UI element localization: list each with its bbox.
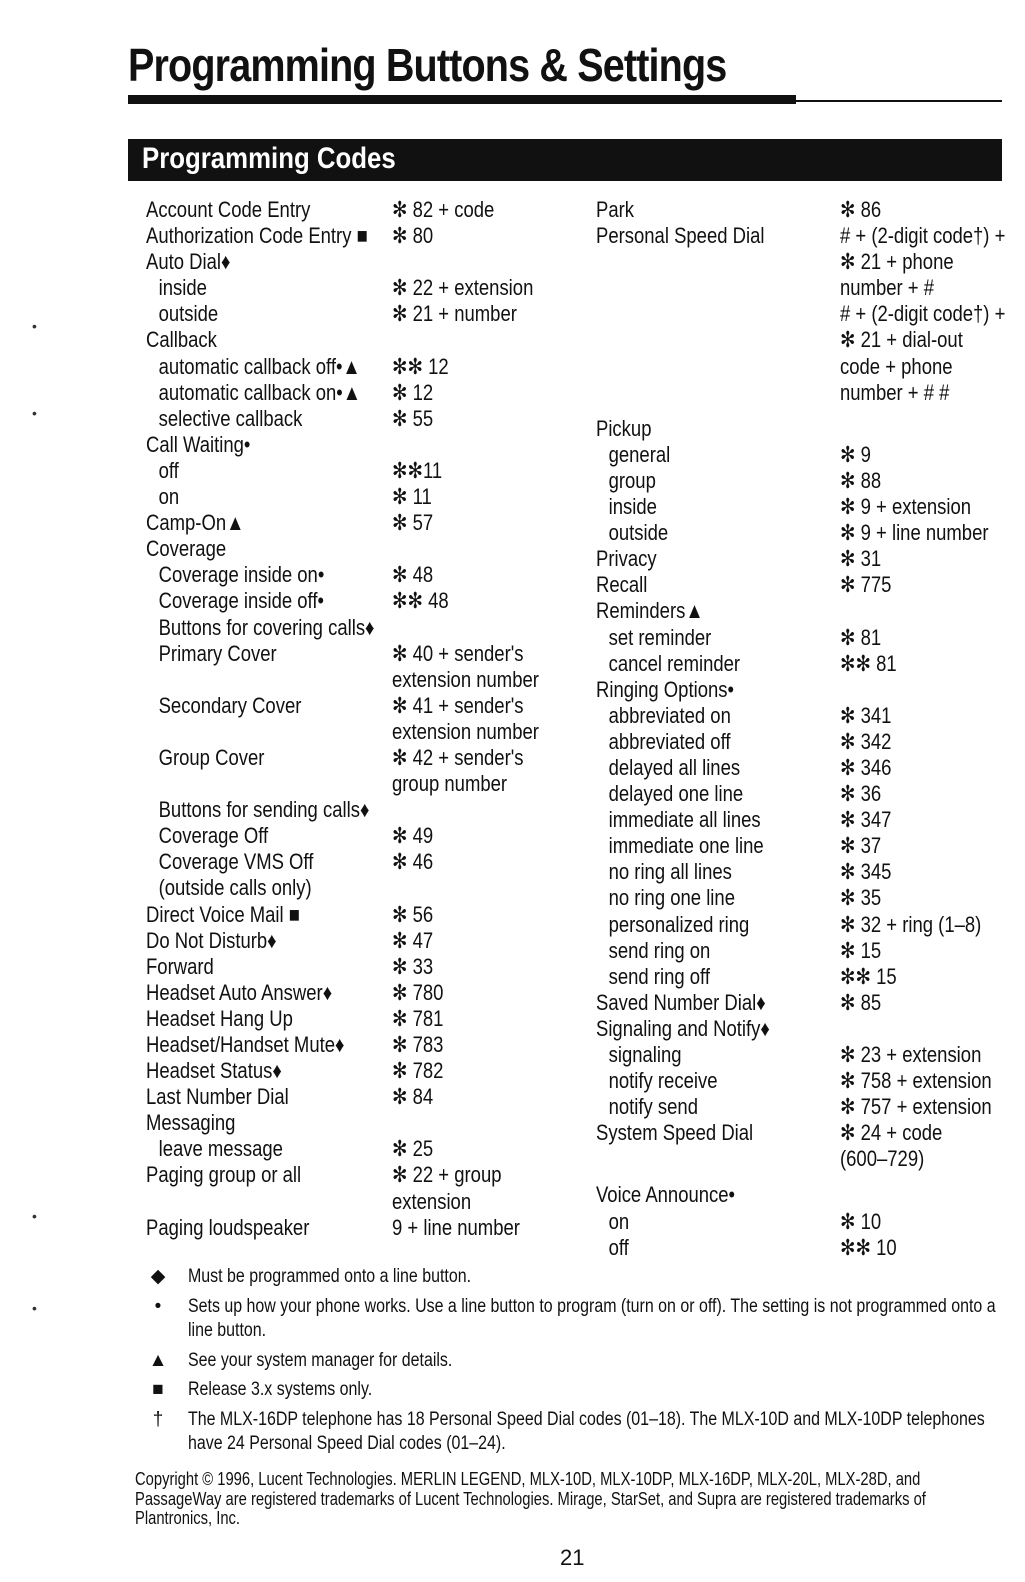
legend-note — [146, 1408, 1006, 1457]
feature-code: ✻ 32 + ring (1–8) — [840, 911, 982, 937]
page-number: 21 — [560, 1545, 585, 1570]
feature-label: Coverage — [146, 536, 227, 562]
feature-code: number + # # — [840, 379, 950, 405]
code-row — [596, 651, 1006, 677]
feature-label: Paging group or all — [146, 1162, 302, 1188]
legend-symbol-icon: • — [154, 1295, 162, 1317]
code-row — [596, 301, 1006, 327]
code-row — [596, 1016, 1006, 1042]
feature-label: general — [608, 441, 671, 467]
feature-code: ✻ 86 — [840, 197, 882, 222]
legend-text: Sets up how your phone works. Use a line button to program (turn on or off). The setting is not programmed onto a line button. — [188, 1295, 996, 1341]
feature-label: (outside calls only) — [158, 875, 312, 901]
feature-label: delayed one line — [608, 781, 744, 807]
margin-dot: • — [32, 1208, 37, 1224]
code-row — [596, 859, 1006, 885]
feature-label: Forward — [146, 953, 214, 979]
feature-label: Call Waiting• — [146, 431, 251, 457]
feature-label: delayed all lines — [608, 754, 741, 780]
feature-code: ✻ 80 — [392, 223, 434, 249]
code-row — [146, 902, 586, 928]
feature-code: ✻ 341 — [840, 702, 892, 728]
feature-code: ✻ 57 — [392, 510, 434, 536]
code-row — [146, 667, 586, 693]
feature-label: automatic callback off•▲ — [158, 353, 361, 379]
feature-code: ✻ 23 + extension — [840, 1042, 982, 1067]
feature-code: ✻✻ 15 — [840, 963, 897, 989]
feature-label: automatic callback on•▲ — [158, 379, 362, 405]
feature-label: outside — [158, 301, 219, 327]
code-row — [146, 588, 586, 614]
code-row — [596, 327, 1006, 353]
code-row — [146, 1136, 586, 1162]
legend-symbol-icon: ■ — [152, 1379, 164, 1400]
code-row — [146, 1215, 586, 1241]
code-row — [596, 912, 1006, 938]
feature-code: ✻ 41 + sender's — [392, 692, 524, 718]
feature-code: group number — [392, 771, 508, 797]
feature-label: on — [158, 484, 180, 510]
code-row — [146, 1162, 586, 1188]
feature-label: Last Number Dial — [146, 1084, 289, 1110]
code-row — [146, 980, 586, 1006]
feature-label: off — [608, 1234, 629, 1260]
legend-symbol-icon: † — [152, 1408, 164, 1430]
title-underline-thin — [128, 100, 1002, 102]
feature-code: ✻ 82 + code — [392, 197, 495, 222]
code-row — [596, 1209, 1006, 1235]
feature-label — [146, 719, 159, 745]
code-row — [596, 1042, 1006, 1068]
feature-label: notify receive — [608, 1068, 718, 1094]
code-row — [596, 520, 1006, 546]
feature-label: Paging loudspeaker — [146, 1214, 310, 1240]
code-row — [146, 823, 586, 849]
code-row — [596, 1235, 1006, 1261]
feature-label: Reminders▲ — [596, 598, 704, 624]
code-row — [596, 625, 1006, 651]
feature-label: Authorization Code Entry ■ — [146, 223, 368, 249]
feature-code: ✻ 56 — [392, 901, 434, 927]
feature-code: ✻ 11 — [392, 484, 432, 510]
legend-symbol-icon: ▲ — [148, 1349, 168, 1371]
legend-notes — [146, 1265, 1006, 1462]
code-row — [146, 875, 586, 901]
code-row — [596, 1146, 1006, 1172]
code-row — [146, 380, 586, 406]
feature-code: extension number — [392, 666, 539, 692]
feature-code: ✻ 33 — [392, 953, 434, 979]
feature-code: ✻ 24 + code — [840, 1120, 943, 1146]
feature-label: System Speed Dial — [596, 1120, 754, 1146]
feature-code: code + phone — [840, 353, 953, 379]
feature-label: Secondary Cover — [158, 692, 302, 718]
code-row — [596, 416, 1006, 442]
code-row — [146, 693, 586, 719]
feature-code: extension — [392, 1188, 472, 1214]
code-row — [146, 1032, 586, 1058]
feature-label: leave message — [158, 1136, 283, 1162]
row-gap — [596, 1172, 1006, 1182]
legend-note — [146, 1349, 1006, 1374]
code-row — [146, 928, 586, 954]
feature-code: ✻✻11 — [392, 457, 443, 483]
margin-dot: • — [32, 318, 37, 334]
feature-label: Coverage Off — [158, 823, 269, 849]
feature-label: Headset/Handset Mute♦ — [146, 1032, 345, 1057]
feature-code: ✻ 21 + phone — [840, 249, 954, 275]
feature-label: Saved Number Dial♦ — [596, 989, 766, 1015]
feature-label: Park — [596, 197, 635, 222]
left-code-column — [146, 197, 586, 1241]
code-row — [596, 275, 1006, 301]
feature-label: Group Cover — [158, 744, 265, 770]
code-row — [146, 849, 586, 875]
feature-code: ✻ 49 — [392, 823, 434, 849]
feature-label: Recall — [596, 572, 648, 598]
feature-code: ✻ 342 — [840, 728, 892, 754]
feature-label — [146, 667, 159, 693]
legend-note — [146, 1378, 1006, 1403]
feature-label: immediate all lines — [608, 807, 761, 833]
feature-code: ✻ 46 — [392, 849, 434, 875]
code-row — [146, 1006, 586, 1032]
feature-label: abbreviated on — [608, 702, 731, 728]
feature-label: Messaging — [146, 1110, 236, 1136]
feature-label: abbreviated off — [608, 728, 731, 754]
feature-code: ✻ 40 + sender's — [392, 640, 524, 666]
section-title: Programming Codes — [142, 142, 396, 175]
code-row — [596, 807, 1006, 833]
code-row — [146, 275, 586, 301]
feature-label: Pickup — [596, 415, 652, 441]
feature-label: Direct Voice Mail ■ — [146, 901, 300, 927]
feature-label: Auto Dial♦ — [146, 249, 231, 275]
code-row — [596, 354, 1006, 380]
feature-label: selective callback — [158, 405, 303, 431]
code-row — [596, 380, 1006, 406]
feature-label: Primary Cover — [158, 640, 277, 666]
feature-code: # + (2-digit code†) + — [840, 301, 1006, 327]
code-row — [146, 1189, 586, 1215]
feature-code: ✻ 780 — [392, 979, 444, 1005]
feature-code: ✻✻ 81 — [840, 650, 897, 676]
feature-label: Headset Hang Up — [146, 1005, 293, 1031]
feature-label: Coverage inside off• — [158, 588, 324, 614]
feature-code: ✻ 84 — [392, 1084, 434, 1110]
code-row — [596, 1120, 1006, 1146]
feature-code: ✻ 48 — [392, 562, 434, 588]
feature-code: ✻ 37 — [840, 833, 882, 859]
feature-label — [146, 771, 159, 797]
code-row — [146, 327, 586, 353]
feature-label: Signaling and Notify♦ — [596, 1015, 770, 1041]
feature-label: Account Code Entry — [146, 197, 311, 222]
code-row — [146, 510, 586, 536]
feature-label: outside — [608, 520, 669, 546]
feature-label: Privacy — [596, 546, 657, 572]
code-row — [596, 781, 1006, 807]
feature-code: ✻ 15 — [840, 937, 882, 963]
code-row — [146, 249, 586, 275]
feature-label: Coverage VMS Off — [158, 849, 314, 875]
code-row — [596, 598, 1006, 624]
code-row — [146, 641, 586, 667]
code-row — [596, 755, 1006, 781]
code-row — [596, 197, 1006, 223]
feature-label: Callback — [146, 327, 217, 353]
feature-label: send ring on — [608, 937, 711, 963]
feature-label: Buttons for sending calls♦ — [158, 797, 370, 823]
feature-code: ✻ 22 + extension — [392, 275, 534, 301]
feature-code: ✻✻ 12 — [392, 353, 449, 379]
feature-label: Personal Speed Dial — [596, 223, 765, 249]
code-row — [596, 677, 1006, 703]
code-row — [146, 301, 586, 327]
feature-code: ✻ 9 — [840, 441, 871, 467]
code-row — [596, 249, 1006, 275]
feature-label: Voice Announce• — [596, 1182, 736, 1208]
code-row — [146, 197, 586, 223]
code-row — [146, 1110, 586, 1136]
row-gap — [596, 406, 1006, 416]
feature-code: ✻ 31 — [840, 546, 882, 572]
code-row — [596, 223, 1006, 249]
code-row — [146, 562, 586, 588]
feature-code: ✻ 47 — [392, 927, 434, 953]
feature-code: ✻ 42 + sender's — [392, 744, 524, 770]
section-header-band — [128, 139, 1002, 181]
feature-code: ✻ 88 — [840, 467, 882, 493]
code-row — [596, 964, 1006, 990]
legend-symbol-icon: ◆ — [150, 1266, 166, 1287]
feature-label: no ring one line — [608, 885, 735, 911]
feature-label: Ringing Options• — [596, 676, 734, 702]
feature-label: personalized ring — [608, 911, 750, 937]
feature-code: ✻ 9 + line number — [840, 520, 989, 546]
feature-code: ✻ 775 — [840, 572, 892, 598]
code-row — [596, 1094, 1006, 1120]
feature-code: ✻✻ 10 — [840, 1234, 897, 1260]
code-row — [146, 615, 586, 641]
feature-code: ✻ 36 — [840, 781, 882, 807]
feature-label: Buttons for covering calls♦ — [158, 614, 375, 640]
feature-label: signaling — [608, 1042, 682, 1067]
legend-note — [146, 1295, 1006, 1344]
code-row — [146, 484, 586, 510]
feature-code: ✻ 55 — [392, 405, 434, 431]
code-row — [596, 546, 1006, 572]
code-row — [596, 1068, 1006, 1094]
page-title: Programming Buttons & Settings — [128, 39, 727, 91]
code-row — [596, 468, 1006, 494]
legend-text: See your system manager for details. — [188, 1349, 453, 1371]
feature-code: number + # — [840, 275, 935, 301]
feature-code: ✻ 346 — [840, 754, 892, 780]
feature-code: # + (2-digit code†) + — [840, 223, 1006, 249]
code-row — [596, 833, 1006, 859]
code-row — [596, 494, 1006, 520]
feature-label: immediate one line — [608, 833, 764, 859]
feature-label: group — [608, 467, 656, 493]
code-row — [146, 719, 586, 745]
code-row — [146, 406, 586, 432]
code-row — [146, 458, 586, 484]
feature-code: ✻ 35 — [840, 885, 882, 911]
legend-text: The MLX-16DP telephone has 18 Personal Speed Dial codes (01–18). The MLX-10D and MLX-10DP telephones have 24 Personal Speed Dial codes (01–24). — [188, 1408, 985, 1454]
code-row — [146, 432, 586, 458]
feature-label: inside — [608, 494, 657, 520]
code-row — [146, 1058, 586, 1084]
feature-code: (600–729) — [840, 1146, 925, 1172]
code-row — [596, 442, 1006, 468]
code-row — [596, 572, 1006, 598]
feature-code: ✻ 758 + extension — [840, 1068, 992, 1094]
margin-dot: • — [32, 405, 37, 421]
feature-label: inside — [158, 275, 207, 301]
feature-label: cancel reminder — [608, 650, 741, 676]
feature-label: Coverage inside on• — [158, 562, 325, 588]
feature-code: ✻ 21 + dial-out — [840, 327, 963, 353]
feature-code: ✻ 10 — [840, 1208, 882, 1234]
feature-code: extension number — [392, 718, 539, 744]
feature-code: 9 + line number — [392, 1214, 520, 1240]
feature-code: ✻ 782 — [392, 1058, 444, 1084]
feature-code: ✻ 85 — [840, 989, 882, 1015]
feature-label: off — [158, 457, 179, 483]
code-row — [596, 1182, 1006, 1208]
feature-code: ✻ 81 — [840, 624, 882, 650]
feature-code: ✻ 22 + group — [392, 1162, 502, 1188]
legend-text: Must be programmed onto a line button. — [188, 1266, 472, 1287]
code-row — [146, 745, 586, 771]
feature-code: ✻ 9 + extension — [840, 494, 972, 520]
feature-label: on — [608, 1208, 630, 1234]
feature-code: ✻ 347 — [840, 807, 892, 833]
code-row — [146, 223, 586, 249]
feature-label: no ring all lines — [608, 859, 732, 885]
code-row — [146, 797, 586, 823]
copyright-notice: Copyright © 1996, Lucent Technologies. MERLIN LEGEND, MLX-10D, MLX-10DP, MLX-16DP, MLX-20L, MLX-28D, and PassageWay are registered trademarks of Lucent Technologies. Mirage, StarSet, and Supra are registered trademarks of Plantronics, Inc. — [135, 1469, 926, 1528]
feature-label: set reminder — [608, 624, 712, 650]
feature-code: ✻ 757 + extension — [840, 1094, 992, 1120]
code-row — [596, 703, 1006, 729]
code-row — [596, 990, 1006, 1016]
code-row — [146, 1084, 586, 1110]
feature-label: Camp-On▲ — [146, 510, 245, 536]
feature-code: ✻✻ 48 — [392, 588, 449, 614]
feature-label: Do Not Disturb♦ — [146, 927, 277, 953]
code-row — [596, 885, 1006, 911]
code-row — [146, 536, 586, 562]
code-row — [146, 954, 586, 980]
feature-label: Headset Status♦ — [146, 1058, 282, 1084]
feature-code: ✻ 781 — [392, 1005, 444, 1031]
feature-label: notify send — [608, 1094, 698, 1120]
code-row — [596, 729, 1006, 755]
legend-note — [146, 1265, 1006, 1290]
feature-code: ✻ 12 — [392, 379, 434, 405]
feature-label: send ring off — [608, 963, 710, 989]
feature-label: Headset Auto Answer♦ — [146, 979, 333, 1005]
feature-code: ✻ 345 — [840, 859, 892, 885]
feature-code: ✻ 21 + number — [392, 301, 517, 327]
right-code-column — [596, 197, 1006, 1261]
feature-code: ✻ 783 — [392, 1032, 444, 1057]
code-row — [596, 938, 1006, 964]
legend-text: Release 3.x systems only. — [188, 1379, 373, 1400]
code-row — [146, 771, 586, 797]
code-row — [146, 354, 586, 380]
feature-code: ✻ 25 — [392, 1136, 434, 1162]
margin-dot: • — [32, 1300, 37, 1316]
